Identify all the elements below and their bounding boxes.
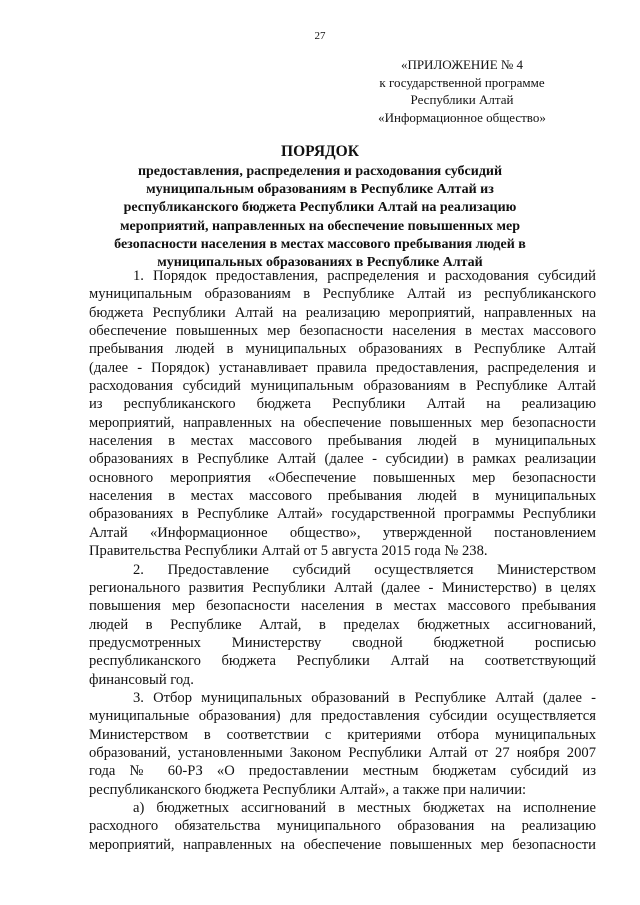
title-subtitle-line: предоставления, распределения и расходования субсидий — [137, 164, 503, 179]
body-line: финансовый год. — [89, 671, 194, 688]
appendix-line: «ПРИЛОЖЕНИЕ № 4 — [400, 57, 524, 72]
title-subtitle-line: муниципальным образованиям в Республике Алтай из — [146, 182, 494, 198]
body-line: населения в местах массового пребывания людей в муниципальных — [89, 433, 596, 450]
body-line: предусмотренных Министерству сводной бюджетной росписью — [89, 634, 596, 651]
body-line: пребывания людей в муниципальных образованиях в Республике Алтай — [89, 341, 596, 358]
body-line: республиканского бюджета Республики Алтай», а также при наличии: — [89, 781, 527, 798]
body-line: регионального развития Республики Алтай (далее - Министерство) в целях — [89, 579, 596, 596]
page-number: 27 — [314, 30, 326, 42]
body-line: а) бюджетных ассигнований в местных бюджетах на исполнение — [133, 799, 596, 816]
body-line: мероприятий, направленных на обеспечение повышенных мер безопасности — [89, 836, 596, 853]
title-subtitle-line: мероприятий, направленных на обеспечение повышенных мер — [120, 218, 520, 234]
body-line: основного мероприятия «Обеспечение повышенных мер безопасности — [89, 469, 596, 486]
appendix-line: Республики Алтай — [410, 92, 514, 107]
body-line: расходного обязательства муниципального образования на реализацию — [89, 818, 596, 835]
body-line: 3. Отбор муниципальных образований в Республике Алтай (далее - — [133, 689, 596, 706]
body-line: Алтай «Информационное общество», утвержденной постановлением — [89, 524, 596, 541]
body-line: из республиканского бюджета Республики Алтай на реализацию — [89, 396, 596, 413]
title-subtitle-line: муниципальных образованиях в Республике Алтай — [157, 255, 483, 271]
appendix-line: к государственной программе — [379, 74, 545, 90]
body-line: мероприятий, направленных на обеспечение повышенных мер безопасности — [89, 414, 596, 431]
body-line: обеспечение повышенных мер безопасности населения в местах массового — [89, 323, 596, 340]
body-line: муниципальные образования) для предоставления субсидии осуществляется — [89, 708, 596, 725]
body-line: образований, установленными Законом Республики Алтай от 27 ноября 2007 — [89, 744, 596, 761]
body-line: населения в местах массового пребывания людей в муниципальных — [89, 488, 596, 505]
body-line: расходования субсидий муниципальным образованиям в Республике Алтай — [89, 378, 596, 395]
body-line: 1. Порядок предоставления, распределения и расходования субсидий — [133, 268, 596, 284]
body-line: образованиях в Республике Алтай» государственной программы Республики — [89, 506, 596, 523]
body-line: республиканского бюджета Республики Алтай на соответствующий — [89, 653, 596, 670]
title-heading: ПОРЯДОК — [281, 143, 359, 160]
body-line: Министерством в соответствии с критериями отбора муниципальных — [89, 726, 596, 743]
body-line: повышения мер безопасности населения в местах массового пребывания — [89, 598, 596, 615]
body-line: Правительства Республики Алтай от 5 августа 2015 года № 238. — [89, 543, 488, 560]
body-line: года № 60-РЗ «О предоставлении местным бюджетам субсидий из — [89, 763, 596, 780]
appendix-line: «Информационное общество» — [378, 109, 546, 125]
title-subtitle-line: безопасности населения в местах массового пребывания людей в — [114, 236, 526, 252]
document-body — [89, 267, 596, 854]
body-line: 2. Предоставление субсидий осуществляется Министерством — [133, 561, 596, 578]
body-line: (далее - Порядок) устанавливает правила предоставления, распределения и — [89, 359, 596, 376]
appendix-header — [342, 56, 582, 126]
document-title — [70, 141, 570, 272]
body-line: муниципальным образованиям в Республике Алтай из республиканского — [89, 286, 596, 303]
body-line: бюджета Республики Алтай на реализацию мероприятий, направленных на — [89, 304, 596, 321]
body-line: людей в Республике Алтай, в пределах бюджетных ассигнований, — [89, 616, 596, 633]
body-line: образованиях в Республике Алтай (далее - субсидии) в рамках реализации — [89, 451, 596, 468]
title-subtitle-line: республиканского бюджета Республики Алтай на реализацию — [123, 200, 517, 216]
